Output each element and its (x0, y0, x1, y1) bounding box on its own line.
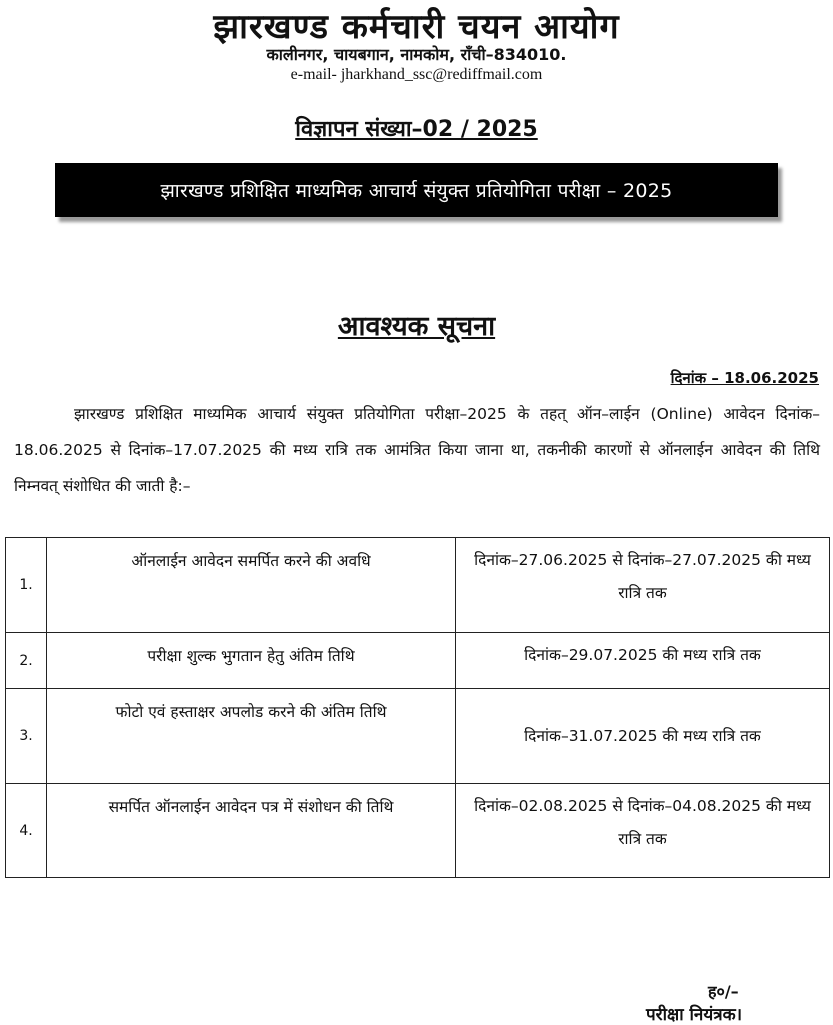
org-name: झारखण्ड कर्मचारी चयन आयोग (213, 7, 620, 47)
notice-body: झारखण्ड प्रशिक्षित माध्यमिक आचार्य संयुक्त प्रतियोगिता परीक्षा–2025 के तहत् ऑन–लाईन (Online) आवेदन दिनांक–18.06.2025 से दिनांक–17.07.2025 की मध्य रात्रि तक आमंत्रित किया जाना था, तकनीकी कारणों से ऑनलाईन आवेदन की तिथि निम्नवत् संशोधित की जाती है:– (14, 405, 820, 495)
row-activity: समर्पित ऑनलाईन आवेदन पत्र में संशोधन की तिथि (47, 784, 456, 878)
exam-title-banner (55, 163, 778, 217)
notice-heading: आवश्यक सूचना (337, 311, 496, 342)
signature-mark: ह०/– (708, 982, 739, 1001)
signature-designation: परीक्षा नियंत्रक। (646, 1005, 743, 1025)
table-row (6, 689, 830, 784)
table-row (6, 784, 830, 878)
row-date: दिनांक–02.08.2025 से दिनांक–04.08.2025 की मध्य रात्रि तक (456, 784, 830, 878)
row-activity: फोटो एवं हस्ताक्षर अपलोड करने की अंतिम तिथि (47, 689, 456, 784)
row-date: दिनांक–27.06.2025 से दिनांक–27.07.2025 की मध्य रात्रि तक (456, 538, 830, 633)
row-activity: ऑनलाईन आवेदन समर्पित करने की अवधि (47, 538, 456, 633)
row-date: दिनांक–29.07.2025 की मध्य रात्रि तक (456, 633, 830, 689)
row-number: 4. (6, 784, 47, 878)
advertisement-number: विज्ञापन संख्या–02 / 2025 (295, 117, 538, 142)
row-number: 1. (6, 538, 47, 633)
table-row (6, 538, 830, 633)
row-number: 3. (6, 689, 47, 784)
row-date: दिनांक–31.07.2025 की मध्य रात्रि तक (456, 689, 830, 784)
row-activity: परीक्षा शुल्क भुगतान हेतु अंतिम तिथि (47, 633, 456, 689)
schedule-table (5, 537, 830, 878)
exam-title: झारखण्ड प्रशिक्षित माध्यमिक आचार्य संयुक्त प्रतियोगिता परीक्षा – 2025 (160, 180, 673, 202)
row-number: 2. (6, 633, 47, 689)
table-row (6, 633, 830, 689)
org-email: e-mail- jharkhand_ssc@rediffmail.com (290, 66, 543, 83)
notice-date: दिनांक – 18.06.2025 (670, 369, 819, 387)
org-address: कालीनगर, चायबगान, नामकोम, राँची–834010. (266, 45, 567, 64)
